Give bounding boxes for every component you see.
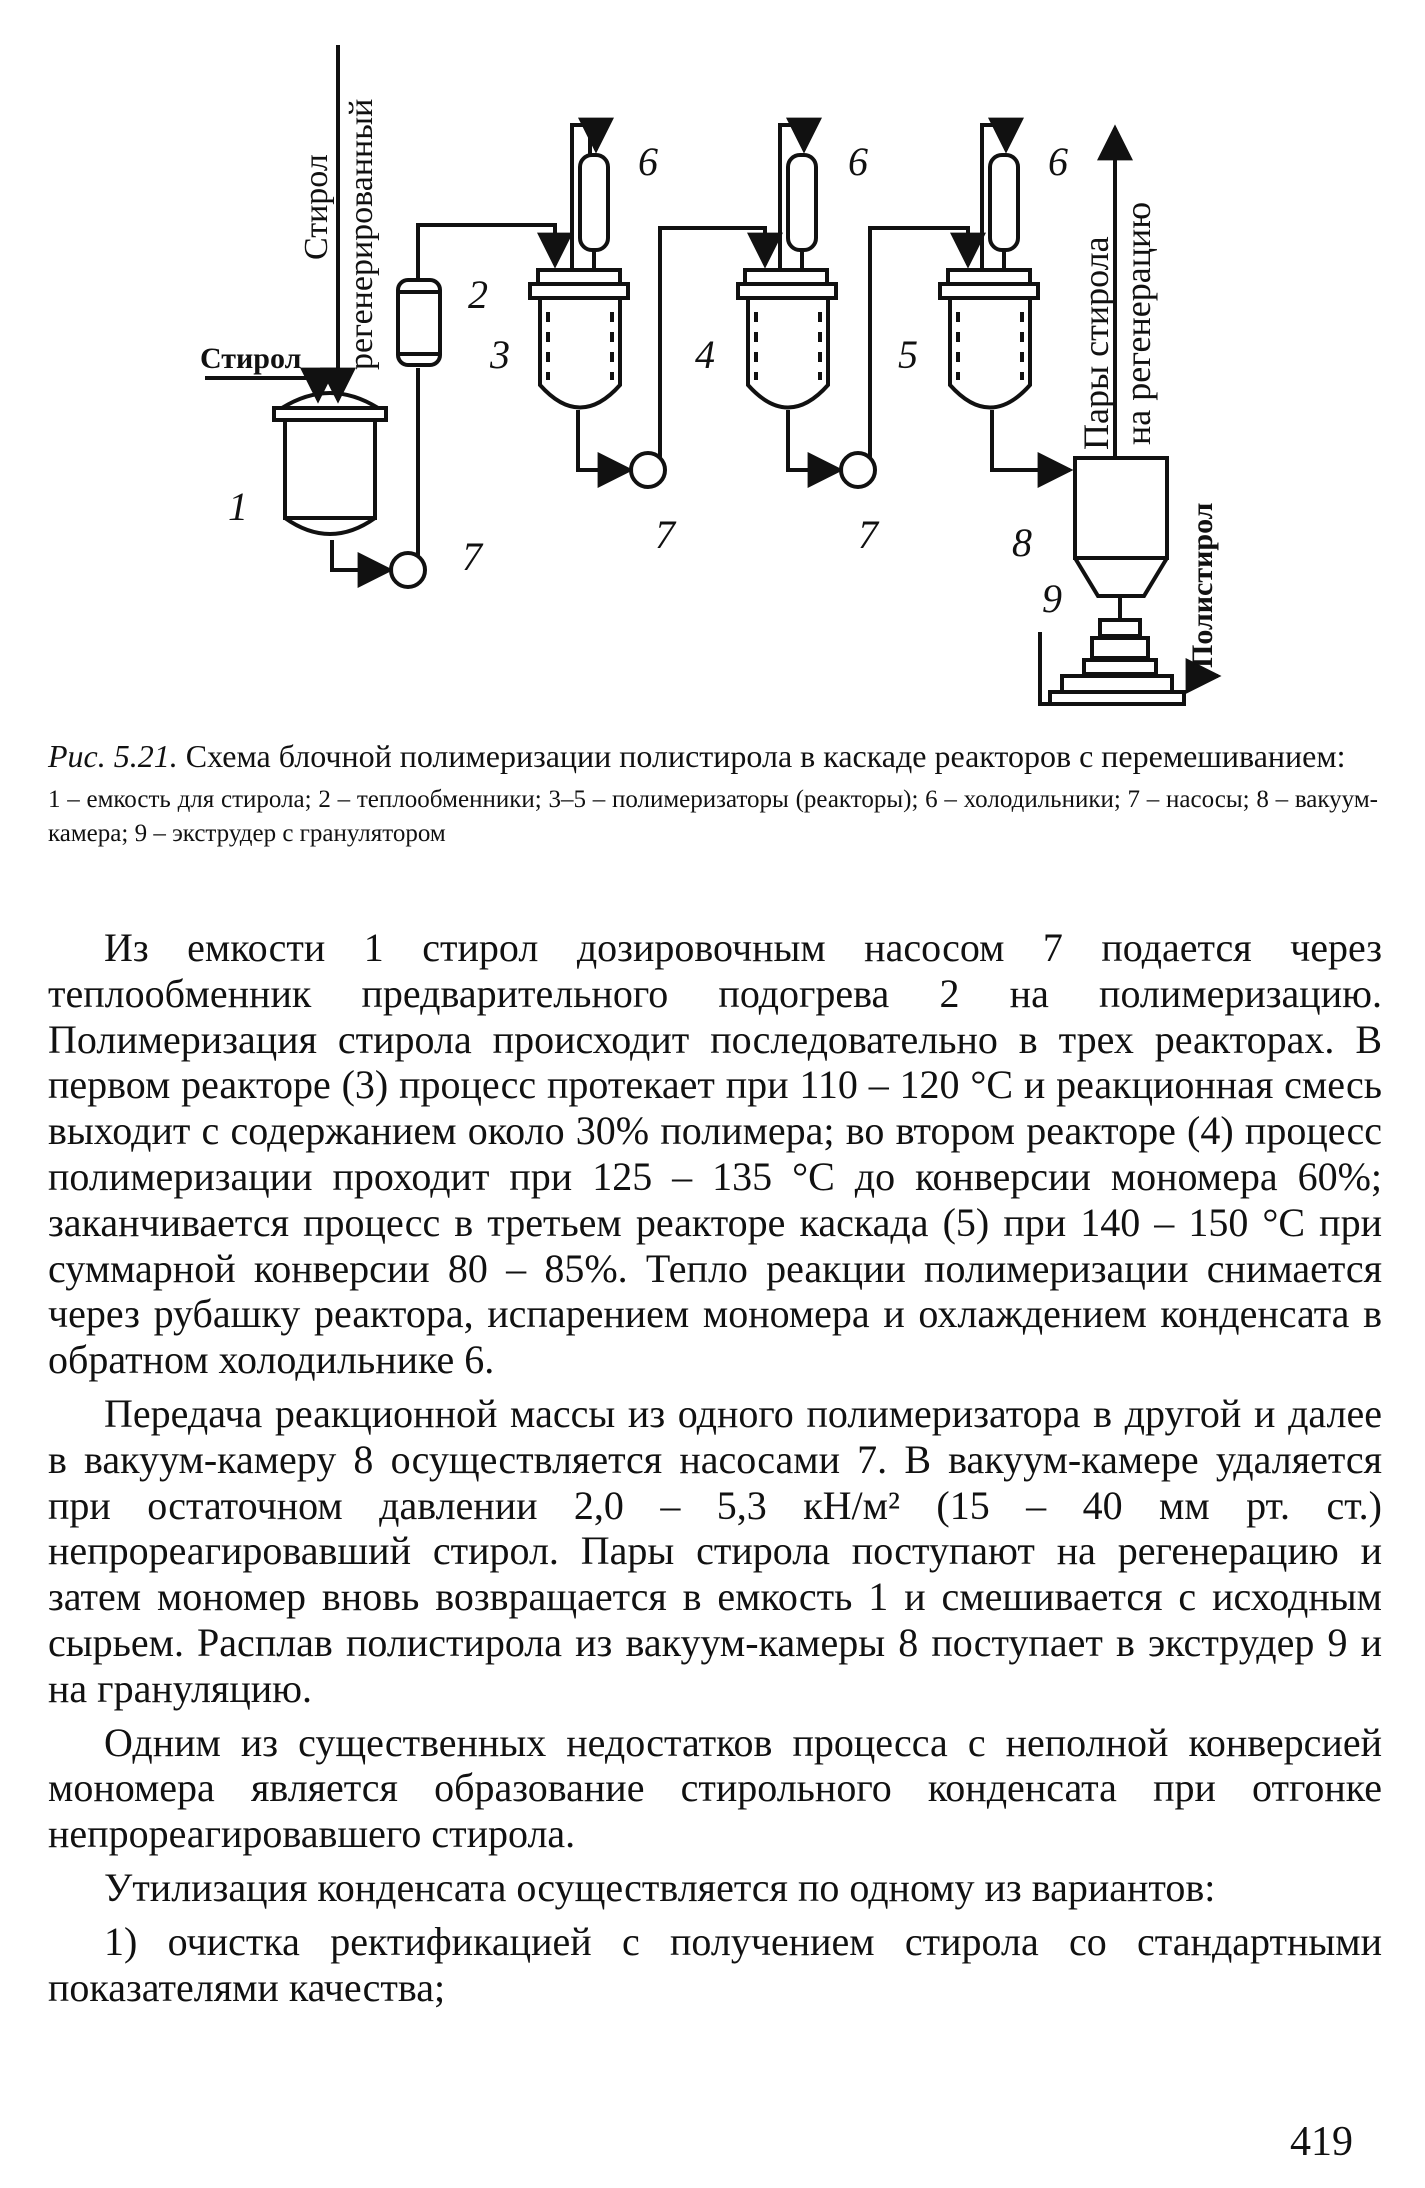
label-regen-styrene-2: регенерированный — [343, 98, 380, 370]
paragraph-5: 1) очистка ректификацией с получением стирола со стандартными показателями качества; — [48, 1918, 1382, 2010]
pump-1 — [391, 553, 425, 587]
styrene-tank — [274, 393, 386, 534]
page-number: 419 — [1290, 2119, 1353, 2165]
caption-label: Рис. 5.21. — [48, 738, 178, 774]
paragraph-1: Из емкости 1 стирол дозировочным насосом 7 подается через теплообменник предварительного подогрева 2 на полимеризацию. Полимеризация стирола происходит последовательно в трех реакторах. В первом реакторе (3) процесс протекает при 110 – 120 °С и реакционная смесь выходит с содержанием около 30% полимера; во втором реакторе (4) процесс полимеризации проходит при 125 – 135 °С до конверсии мономера 60%; заканчивается процесс в третьем реакторе каскада (5) при 140 – 150 °С при суммарной конверсии 80 – 85%. Тепло реакции полимеризации снимается через рубашку реактора, испарением мономера и охлаждением конденсата в обратном холодильнике 6. — [48, 925, 1382, 1383]
number-5: 5 — [898, 332, 918, 377]
number-6b: 6 — [848, 139, 868, 184]
reactor-5 — [940, 270, 1038, 408]
number-7c: 7 — [858, 512, 878, 557]
paragraph-3: Одним из существенных недостатков процесса с неполной конверсией мономера является образование стирольного конденсата при отгонке непрореагировавшего стирола. — [48, 1719, 1382, 1857]
paragraph-4: Утилизация конденсата осуществляется по одному из вариантов: — [104, 1864, 1216, 1910]
number-1: 1 — [228, 484, 248, 529]
number-7b: 7 — [655, 512, 675, 557]
paragraph-2: Передача реакционной массы из одного полимеризатора в другой и далее в вакуум-камеру 8 осуществляется насосами 7. В вакуум-камере удаляется при остаточном давлении 2,0 – 5,3 кН/м² (15 – 40 мм рт. ст.) непрореагировавший стирол. Пары стирола поступают на регенерацию и затем мономер вновь возвращается в емкость 1 и смешивается с исходным сырьем. Расплав полистирола из вакуум-камеры 8 поступает в экструдер 9 и на грануляцию. — [48, 1390, 1382, 1711]
label-product: Полистирол — [1186, 502, 1219, 668]
reactor-3 — [530, 270, 628, 408]
number-4: 4 — [695, 332, 715, 377]
extruder-granulator — [1040, 620, 1186, 704]
number-9: 9 — [1042, 576, 1062, 621]
number-3: 3 — [490, 332, 510, 377]
figure-caption — [48, 738, 1378, 851]
vacuum-chamber — [1075, 458, 1167, 618]
condenser-6a — [572, 122, 608, 270]
condenser-6c — [982, 125, 1018, 270]
caption-title: Схема блочной полимеризации полистирола в каскаде реакторов с перемешиванием: — [185, 738, 1346, 774]
process-flow-diagram — [0, 0, 1425, 720]
pump-2 — [631, 453, 665, 487]
number-2: 2 — [468, 272, 488, 317]
pump-3 — [841, 453, 875, 487]
heat-exchanger — [398, 280, 440, 365]
caption-legend: 1 – емкость для стирола; 2 – теплообменники; 3–5 – полимеризаторы (реакторы); 6 – холодильники; 7 – насосы; 8 – вакуум-камера; 9 – экструдер с гранулятором — [48, 786, 1378, 847]
label-vapor-1: Пары стирола — [1076, 236, 1116, 450]
number-6c: 6 — [1048, 139, 1068, 184]
body-text — [48, 925, 1382, 2018]
number-6a: 6 — [638, 139, 658, 184]
label-vapor-2: на регенерацию — [1118, 201, 1158, 445]
number-8: 8 — [1012, 520, 1032, 565]
label-regen-styrene-1: Стирол — [298, 154, 335, 260]
label-styrene-feed: Стирол — [200, 342, 302, 375]
reactor-4 — [738, 270, 836, 408]
condenser-6b — [780, 125, 816, 270]
number-7a: 7 — [462, 534, 482, 579]
